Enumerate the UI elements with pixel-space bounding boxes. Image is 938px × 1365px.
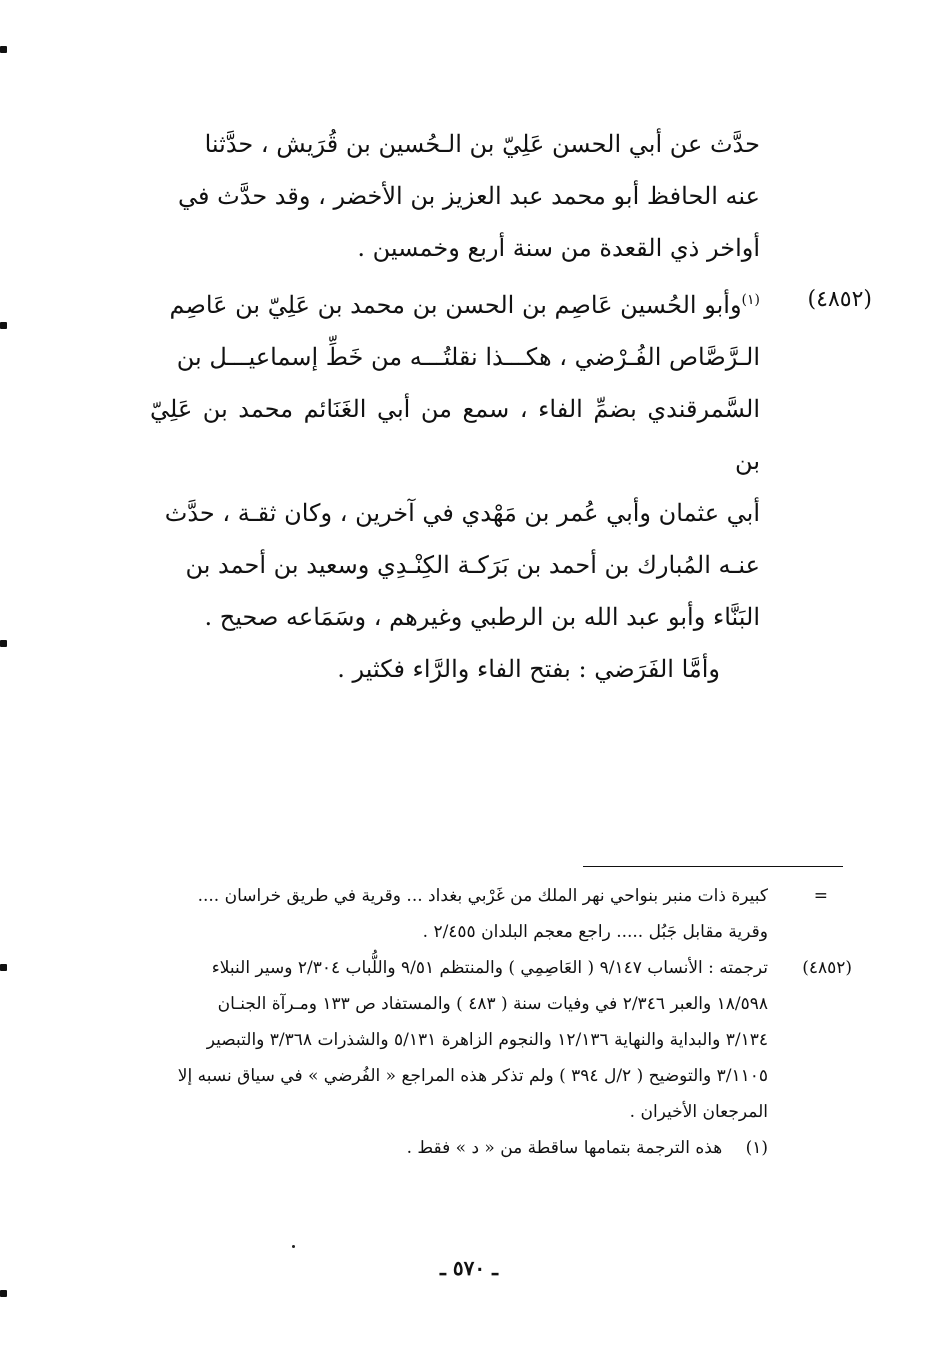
footnote-line: ٣/١٣٤ والبداية والنهاية ١٢/١٣٦ والنجوم الزاهرة ٥/١٣١ والشذرات ٣/٣٦٨ والتبصير: [206, 1030, 768, 1050]
text-line: عنـه المُبارك بن أحمد بن بَرَكـة الكِنْـدِي وسعيد بن أحمد بن: [185, 551, 760, 579]
text-line: أبي عثمان وأبي عُمر بن مَهْدي في آخرين ، وكان ثقـة ، حدَّث: [164, 499, 760, 527]
scan-edge-mark: [0, 322, 7, 329]
footnote-entry: [100, 950, 852, 986]
text-line: [150, 274, 760, 331]
footnote-note-marker: (١): [745, 1138, 768, 1158]
entry-first-line: وأبو الحُسين عَاصِم بن الحسن بن محمد بن عَلِيّ بن عَاصِم: [169, 291, 742, 319]
footnote-line: ١٨/٥٩٨ والعبر ٢/٣٤٦ في وفيات سنة ( ٤٨٣ ) والمستفاد ص ١٣٣ ومـرآة الجنـان: [217, 994, 768, 1014]
scan-edge-mark: [0, 46, 7, 53]
footnote-line: المرجعان الأخيران .: [629, 1102, 768, 1122]
scan-edge-mark: [0, 640, 7, 647]
text-line: الـرَّصَّاص الفُـرْضي ، هكـــذا نقلتُـــه من خَطِّ إسماعيـــل بن: [176, 343, 760, 371]
footnote-note-text: هذه الترجمة بتمامها ساقطة من « د » فقط .: [406, 1138, 723, 1158]
footnote-line: ترجمته : الأنساب ٩/١٤٧ ( العَاصِمِي ) والمنتظم ٩/٥١ واللُّباب ٢/٣٠٤ وسير النبلاء: [211, 958, 768, 978]
footnotes: [100, 878, 852, 1166]
main-text: [150, 118, 872, 695]
text-line: البَنَّاء وأبو عبد الله بن الرطبي وغيرهم ، وسَمَاعه صحيح .: [204, 603, 760, 631]
footnote-line: ٣/١١٠٥ والتوضيح ( ٢/ل ٣٩٤ ) ولم تذكر هذه المراجع « الفُرضي » في سياق نسبه إلا: [177, 1066, 768, 1086]
stray-dot: [292, 1245, 295, 1248]
closing-line: وأمَّا الفَرَضي : بفتح الفاء والرَّاء فكثير .: [337, 655, 720, 683]
text-line: أواخر ذي القعدة من سنة أربع وخمسين .: [357, 234, 760, 262]
footnote-note: [100, 1130, 768, 1166]
text-line: عنه الحافظ أبو محمد عبد العزيز بن الأخضر ، وقد حدَّث في: [178, 182, 760, 210]
footnote-continuation: [100, 878, 828, 914]
page-number: ـ ٥٧٠ ـ: [440, 1256, 498, 1280]
continuation-marker: =: [813, 886, 828, 906]
footnote-separator: [583, 866, 843, 867]
footnote-line: وقرية مقابل جَبُل ..... راجع معجم البلدان ٢/٤٥٥ .: [422, 922, 768, 942]
biography-entry: [150, 274, 872, 695]
text-line: السَّمرقندي بضمِّ الفاء ، سمع من أبي الغَنَائم محمد بن عَلِيّ بن: [150, 395, 760, 475]
footnote-entry-marker: (٤٨٥٢): [802, 958, 852, 978]
text-line: حدَّث عن أبي الحسن عَلِيّ بن الـحُسين بن قُرَيش ، حدَّثنا: [204, 130, 760, 158]
scan-edge-mark: [0, 964, 7, 971]
footnote-reference: (١): [741, 292, 760, 308]
entry-number: (٤٨٥٢): [807, 287, 872, 312]
scan-edge-mark: [0, 1290, 7, 1297]
footnote-line: كبيرة ذات منبر بنواحي نهر الملك من غَرْبي بغداد ... وقرية في طريق خراسان ....: [197, 886, 768, 906]
